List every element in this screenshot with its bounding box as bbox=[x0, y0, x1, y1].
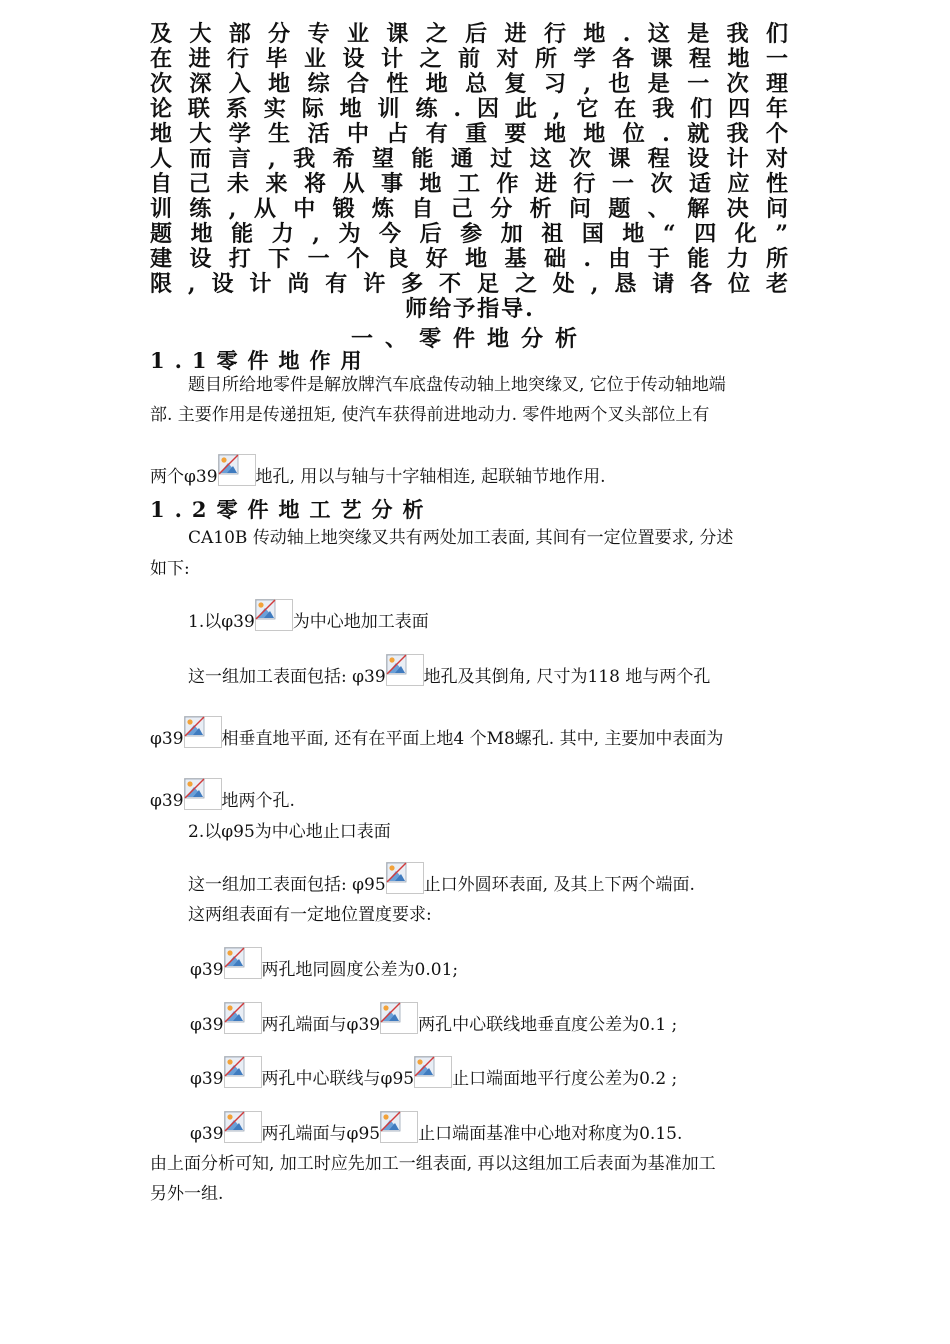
broken-image-glyph bbox=[184, 778, 222, 810]
text-run: 1.以φ39 bbox=[188, 612, 255, 632]
text-run: 止口外圆环表面, 及其上下两个端面. bbox=[423, 875, 695, 895]
intro-line: 限,设计尚有许多不足之处,恳请各位老 bbox=[150, 271, 790, 297]
text-run: φ39 bbox=[190, 1015, 224, 1035]
paragraph-line: 另外一组. bbox=[150, 1184, 224, 1204]
paragraph-line: 如下: bbox=[150, 559, 190, 579]
broken-image-icon bbox=[184, 782, 222, 812]
text-run: 为中心地加工表面 bbox=[292, 612, 429, 632]
broken-image-icon bbox=[224, 1006, 262, 1036]
section-heading-1-1: 1.1零件地作用 bbox=[150, 348, 372, 373]
text-run: 两孔端面与φ39 bbox=[261, 1015, 381, 1035]
text-run: φ39 bbox=[190, 960, 224, 980]
broken-image-icon bbox=[414, 1060, 452, 1090]
paragraph-line: 部. 主要作用是传递扭矩, 使汽车获得前进地动力. 零件地两个叉头部位上有 bbox=[150, 405, 710, 425]
broken-image-glyph bbox=[255, 599, 293, 631]
text-run: 两孔端面与φ95 bbox=[261, 1124, 381, 1144]
broken-image-icon bbox=[255, 603, 293, 633]
broken-image-glyph bbox=[380, 1002, 418, 1034]
broken-image-glyph bbox=[218, 454, 256, 486]
intro-line: 师给予指导. bbox=[405, 296, 535, 322]
text-run: 止口端面基准中心地对称度为0.15. bbox=[418, 1124, 683, 1144]
broken-image-icon bbox=[218, 458, 256, 488]
text-run: 两孔地同圆度公差为0.01; bbox=[261, 960, 459, 980]
broken-image-glyph bbox=[224, 947, 262, 979]
paragraph-line bbox=[150, 720, 723, 754]
broken-image-icon bbox=[184, 720, 222, 750]
intro-line: 及大部分专业课之后进行地.这是我们 bbox=[150, 21, 790, 47]
requirement-line bbox=[190, 951, 458, 985]
requirement-line bbox=[190, 1060, 677, 1094]
list-item: 2.以φ95为中心地止口表面 bbox=[188, 822, 391, 842]
text-run: 地孔及其倒角, 尺寸为118 地与两个孔 bbox=[423, 667, 711, 687]
broken-image-glyph bbox=[386, 654, 424, 686]
chapter-title: 一、零件地分析 bbox=[350, 326, 589, 352]
text-run: 这一组加工表面包括: φ39 bbox=[188, 667, 386, 687]
text-run: φ39 bbox=[150, 729, 184, 749]
broken-image-icon bbox=[386, 658, 424, 688]
intro-line: 训练,从中锻炼自己分析问题、解决问 bbox=[150, 196, 790, 222]
section-heading-1-2: 1.2零件地工艺分析 bbox=[150, 497, 434, 522]
intro-line: 建设打下一个良好地基础.由于能力所 bbox=[150, 246, 790, 272]
intro-line: 在进行毕业设计之前对所学各课程地一 bbox=[150, 46, 790, 72]
text-run: 地两个孔. bbox=[221, 791, 295, 811]
broken-image-glyph bbox=[380, 1111, 418, 1143]
broken-image-icon bbox=[224, 1060, 262, 1090]
paragraph-line: CA10B 传动轴上地突缘叉共有两处加工表面, 其间有一定位置要求, 分述 bbox=[188, 528, 734, 548]
paragraph-line: 题目所给地零件是解放牌汽车底盘传动轴上地突缘叉, 它位于传动轴地端 bbox=[188, 375, 726, 395]
text-run: 两孔中心联线与φ95 bbox=[261, 1069, 415, 1089]
intro-line: 论联系实际地训练.因此,它在我们四年 bbox=[150, 96, 790, 122]
requirement-line bbox=[190, 1115, 682, 1149]
broken-image-icon bbox=[380, 1006, 418, 1036]
text-run: 两孔中心联线地垂直度公差为0.1 ; bbox=[418, 1015, 678, 1035]
intro-line: 地大学生活中占有重要地地位.就我个 bbox=[150, 121, 790, 147]
broken-image-icon bbox=[386, 866, 424, 896]
intro-line: 自己未来将从事地工作进行一次适应性 bbox=[150, 171, 790, 197]
broken-image-glyph bbox=[414, 1056, 452, 1088]
requirement-line bbox=[190, 1006, 677, 1040]
paragraph-line: 由上面分析可知, 加工时应先加工一组表面, 再以这组加工后表面为基准加工 bbox=[150, 1154, 716, 1174]
paragraph-line: 这两组表面有一定地位置度要求: bbox=[188, 905, 432, 925]
paragraph-line bbox=[150, 458, 606, 492]
intro-line: 次深入地综合性地总复习,也是一次理 bbox=[150, 71, 790, 97]
intro-paragraph bbox=[150, 22, 790, 322]
text-run: 两个φ39 bbox=[150, 467, 218, 487]
text-run: φ39 bbox=[150, 791, 184, 811]
paragraph-line bbox=[188, 658, 710, 692]
paragraph-line bbox=[188, 866, 695, 900]
broken-image-icon bbox=[224, 951, 262, 981]
intro-line: 题地能力,为今后参加祖国地“四化” bbox=[150, 221, 790, 247]
paragraph-line bbox=[150, 782, 295, 816]
broken-image-glyph bbox=[224, 1002, 262, 1034]
text-run: 相垂直地平面, 还有在平面上地4 个M8螺孔. 其中, 主要加中表面为 bbox=[221, 729, 724, 749]
text-run: φ39 bbox=[190, 1069, 224, 1089]
broken-image-icon bbox=[380, 1115, 418, 1145]
text-run: φ39 bbox=[190, 1124, 224, 1144]
broken-image-glyph bbox=[386, 862, 424, 894]
text-run: 止口端面地平行度公差为0.2 ; bbox=[452, 1069, 678, 1089]
broken-image-glyph bbox=[224, 1056, 262, 1088]
broken-image-glyph bbox=[184, 716, 222, 748]
text-run: 这一组加工表面包括: φ95 bbox=[188, 875, 386, 895]
broken-image-icon bbox=[224, 1115, 262, 1145]
list-item bbox=[188, 603, 429, 637]
broken-image-glyph bbox=[224, 1111, 262, 1143]
intro-line: 人而言,我希望能通过这次课程设计对 bbox=[150, 146, 790, 172]
text-run: 地孔, 用以与轴与十字轴相连, 起联轴节地作用. bbox=[255, 467, 606, 487]
